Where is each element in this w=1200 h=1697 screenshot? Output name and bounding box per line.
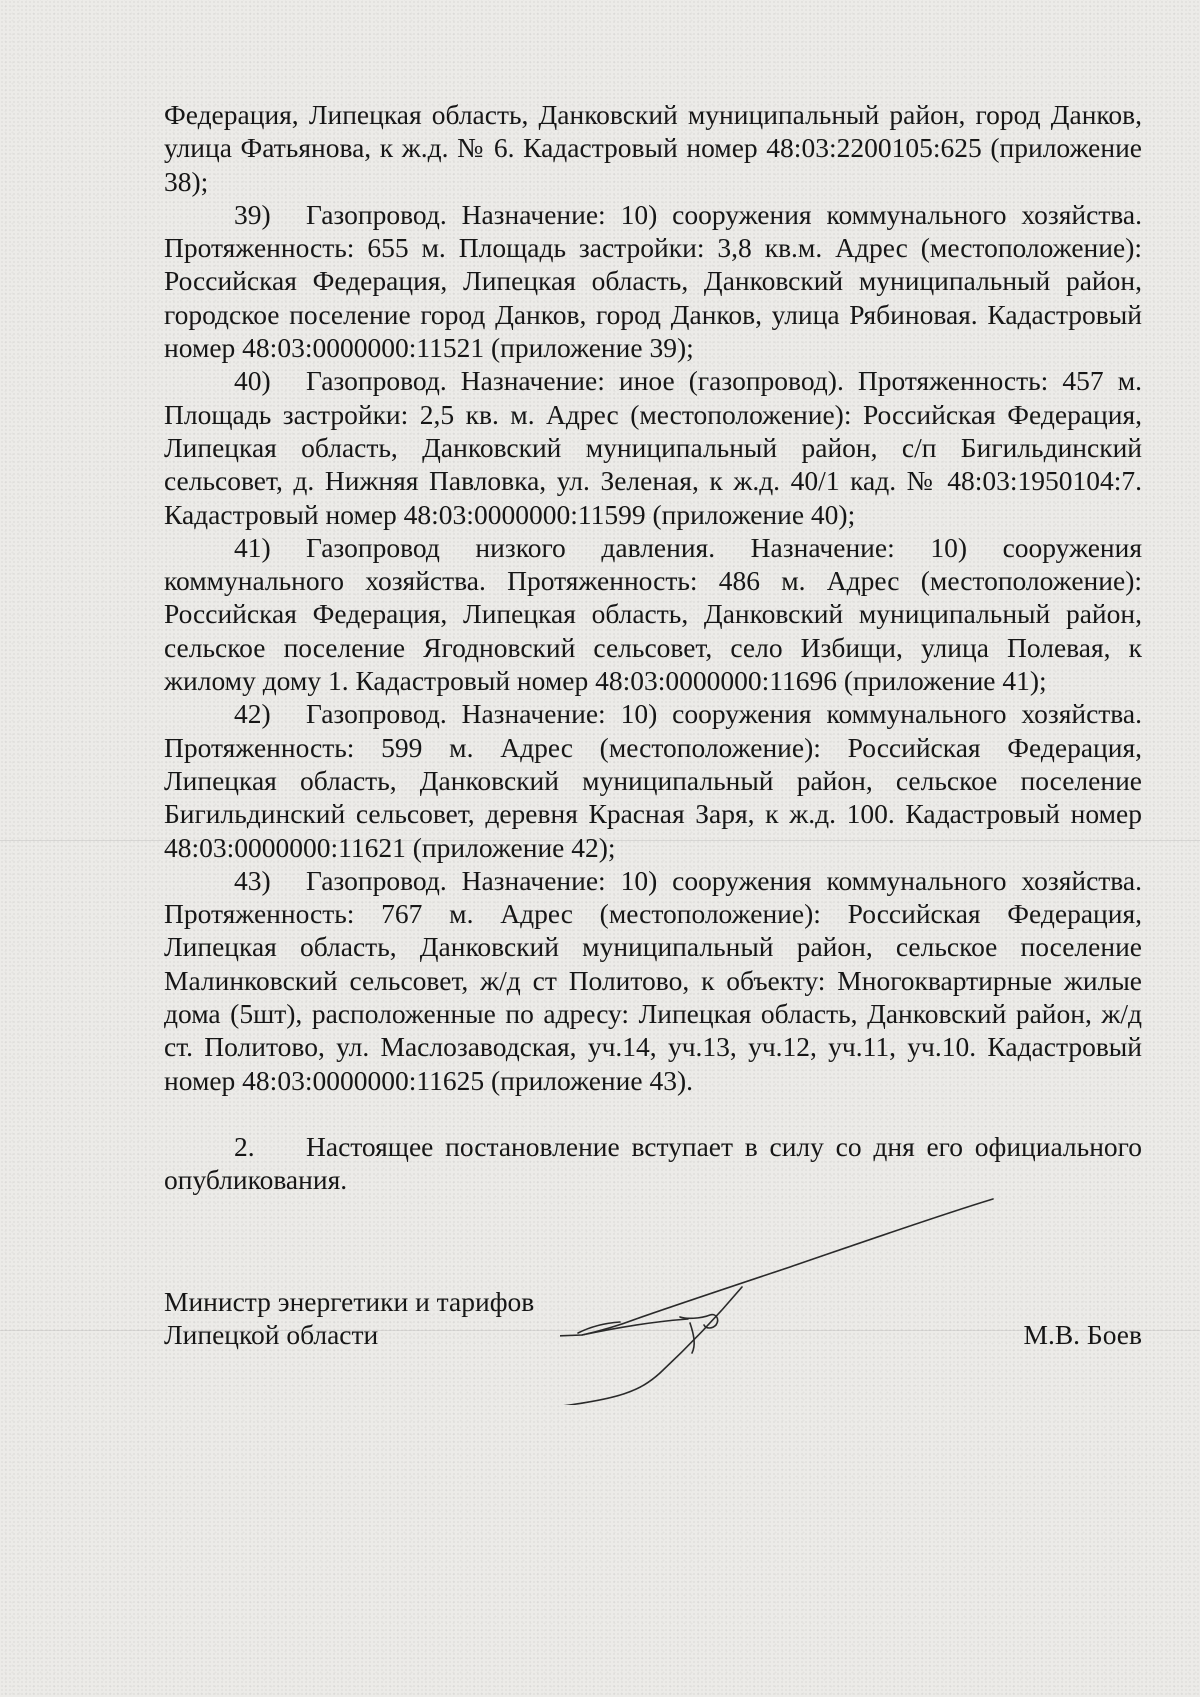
list-item-43 xyxy=(164,864,1142,1097)
item-text: Газопровод низкого давления. Назначение: 10) сооружения коммунального хозяйства. Протяженность: 486 м. Адрес (местоположение): Российская Федерация, Липецкая область, Данковский муниципальный район, сельское поселение Ягодновский сельсовет, село Избищи, улица Полевая, к жилому дому 1. Кадастровый номер 48:03:0000000:11696 (приложение 41); xyxy=(164,531,1142,697)
signatory-name: М.В. Боев xyxy=(1023,1319,1142,1350)
list-item-41 xyxy=(164,531,1142,697)
item-text: Газопровод. Назначение: 10) сооружения коммунального хозяйства. Протяженность: 599 м. Адрес (местоположение): Российская Федерация, Липецкая область, Данковский муниципальный район, сельское поселение Бигильдинский сельсовет, деревня Красная Заря, к ж.д. 100. Кадастровый номер 48:03:0000000:11621 (приложение 42); xyxy=(164,698,1142,863)
position-line-1: Министр энергетики и тарифов xyxy=(164,1286,535,1317)
item-number: 42) xyxy=(234,698,271,730)
item-number: 39) xyxy=(234,198,271,230)
list-item-40 xyxy=(164,364,1142,530)
signatory-position xyxy=(164,1285,1142,1352)
item-text: Газопровод. Назначение: 10) сооружения коммунального хозяйства. Протяженность: 767 м. Адрес (местоположение): Российская Федерация, Липецкая область, Данковский муниципальный район, сельское поселение Малинковский сельсовет, ж/д ст Политово, к объекту: Многоквартирные жилые дома (5шт), расположенные по адресу: Липецкая область, Данковский район, ж/д ст. Политово, ул. Маслозаводская, уч.14, уч.13, уч.12, уч.11, уч.10. Кадастровый номер 48:03:0000000:11625 (приложение 43). xyxy=(164,864,1142,1096)
signature-block xyxy=(164,1285,1142,1352)
list-item-42 xyxy=(164,697,1142,863)
closing-paragraph xyxy=(164,1130,1142,1197)
item-number: 41) xyxy=(234,531,271,563)
closing-text: Настоящее постановление вступает в силу со дня его официального опубликования. xyxy=(164,1130,1142,1196)
item-text: Газопровод. Назначение: иное (газопровод). Протяженность: 457 м. Площадь застройки: 2,5 кв. м. Адрес (местоположение): Российская Федерация, Липецкая область, Данковский муниципальный район, с/п Бигильдинский сельсовет, д. Нижняя Павловка, ул. Зеленая, к ж.д. 40/1 кад. № 48:03:1950104:7. Кадастровый номер 48:03:0000000:11599 (приложение 40); xyxy=(164,365,1142,530)
item-number: 43) xyxy=(234,864,271,896)
document-body xyxy=(164,98,1142,1197)
position-line-2: Липецкой области xyxy=(164,1319,379,1351)
item-number: 40) xyxy=(234,365,271,397)
list-item-39 xyxy=(164,198,1142,364)
continuation-paragraph: Федерация, Липецкая область, Данковский муниципальный район, город Данков, улица Фатьянова, к ж.д. № 6. Кадастровый номер 48:03:2200105:625 (приложение 38); xyxy=(164,99,1142,197)
item-text: Газопровод. Назначение: 10) сооружения коммунального хозяйства. Протяженность: 655 м. Площадь застройки: 3,8 кв.м. Адрес (местоположение): Российская Федерация, Липецкая область, Данковский муниципальный район, городское поселение город Данков, город Данков, улица Рябиновая. Кадастровый номер 48:03:0000000:11521 (приложение 39); xyxy=(164,198,1142,364)
closing-number: 2. xyxy=(234,1130,255,1162)
